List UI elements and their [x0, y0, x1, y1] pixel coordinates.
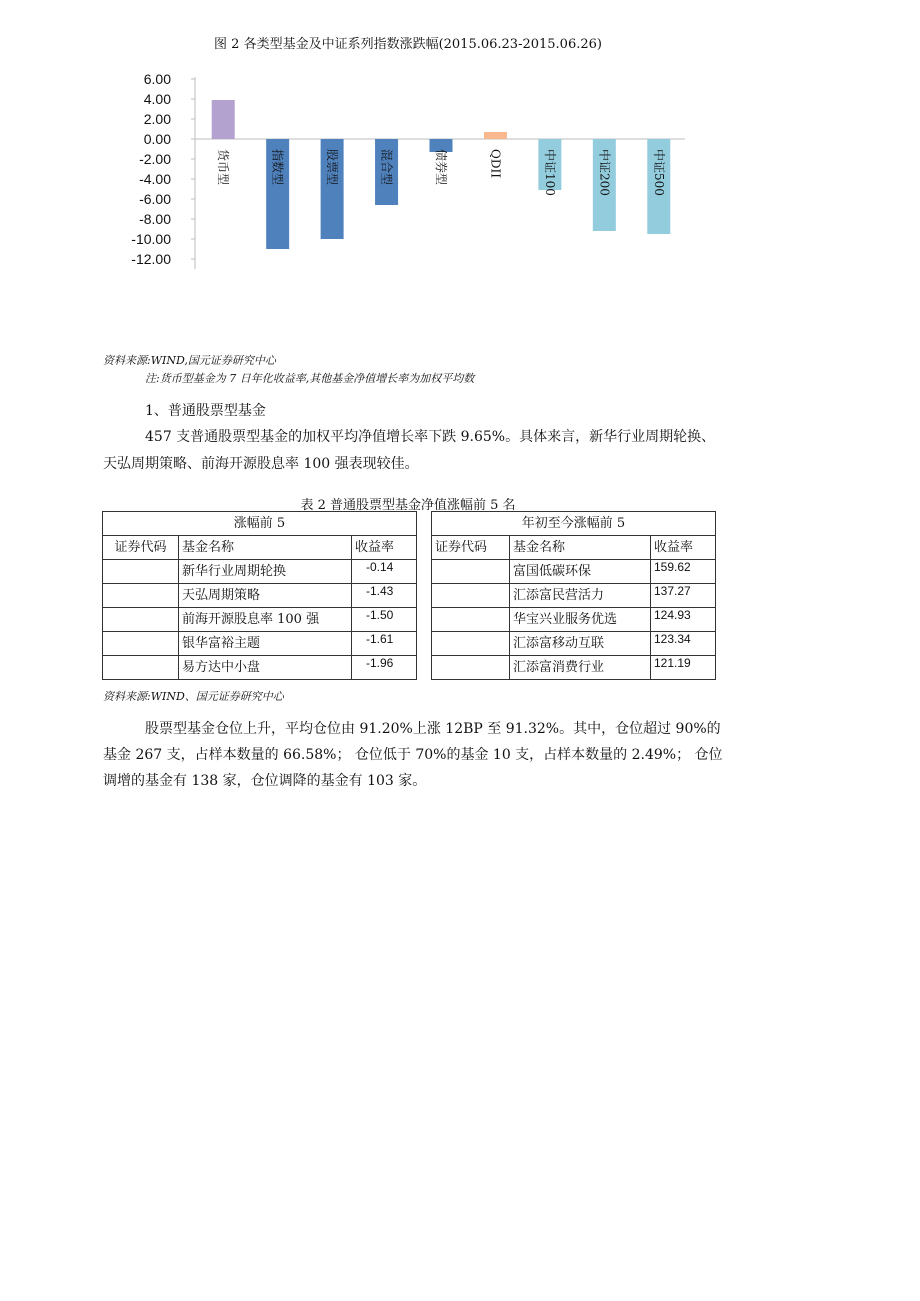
table-row	[432, 656, 716, 680]
fund-name-cell: 易方达中小盘	[179, 656, 352, 680]
x-category-label: 中证200	[597, 149, 612, 196]
security-code-cell	[432, 608, 510, 632]
column-header: 收益率	[352, 536, 417, 560]
table-row	[432, 560, 716, 584]
security-code-cell	[432, 656, 510, 680]
return-cell: 123.34	[651, 632, 716, 656]
return-cell: -0.14	[352, 560, 417, 584]
fund-name-cell: 银华富裕主题	[179, 632, 352, 656]
table-row	[432, 608, 716, 632]
security-code-cell	[103, 632, 179, 656]
footnote: 注:货币型基金为 7 日年化收益率,其他基金净值增长率为加权平均数	[145, 372, 475, 385]
return-cell: 137.27	[651, 584, 716, 608]
fund-name-cell: 前海开源股息率 100 强	[179, 608, 352, 632]
y-tick-label: 4.00	[143, 91, 171, 107]
return-cell: -1.61	[352, 632, 417, 656]
table-row	[103, 560, 417, 584]
fund-name-cell: 汇添富民营活力	[510, 584, 651, 608]
x-category-label: 指数型	[270, 149, 285, 186]
security-code-cell	[103, 608, 179, 632]
security-code-cell	[103, 584, 179, 608]
y-tick-label: 2.00	[143, 111, 171, 127]
fund-name-cell: 富国低碳环保	[510, 560, 651, 584]
column-header: 证券代码	[103, 536, 179, 560]
y-tick-label: 0.00	[143, 131, 171, 147]
table-row	[432, 632, 716, 656]
top-gainers-week-table	[102, 511, 417, 680]
paragraph-line: 股票型基金仓位上升，平均仓位由 91.20%上涨 12BP 至 91.32%。其中，仓位超过 90%的	[145, 721, 721, 737]
fund-name-cell: 华宝兴业服务优选	[510, 608, 651, 632]
column-header: 收益率	[651, 536, 716, 560]
x-category-label: 债券型	[434, 149, 448, 186]
table-row	[103, 608, 417, 632]
fund-name-cell: 天弘周期策略	[179, 584, 352, 608]
x-category-label: 中证500	[651, 149, 666, 196]
table-title: 表 2 普通股票型基金净值涨幅前 5 名	[300, 498, 516, 513]
return-cell: -1.96	[352, 656, 417, 680]
paragraph-line: 调增的基金有 138 家，仓位调降的基金有 103 家。	[103, 773, 427, 789]
y-tick-label: -10.00	[131, 231, 171, 247]
bar-chart	[0, 60, 720, 280]
table-group-header: 涨幅前 5	[103, 512, 417, 536]
top-gainers-ytd-table	[431, 511, 716, 680]
table-row	[103, 656, 417, 680]
fund-name-cell: 汇添富移动互联	[510, 632, 651, 656]
security-code-cell	[432, 632, 510, 656]
x-category-label: 货币型	[216, 149, 231, 186]
section-heading: 1、普通股票型基金	[145, 403, 266, 419]
paragraph-line: 天弘周期策略、前海开源股息率 100 强表现较佳。	[103, 456, 419, 472]
y-tick-label: -2.00	[139, 151, 171, 167]
y-tick-label: -8.00	[139, 211, 171, 227]
return-cell: 159.62	[651, 560, 716, 584]
return-cell: 124.93	[651, 608, 716, 632]
chart-title: 图 2 各类型基金及中证系列指数涨跌幅(2015.06.23-2015.06.26)	[214, 37, 602, 52]
source-note: 资料来源:WIND、国元证券研究中心	[103, 690, 284, 703]
y-tick-label: -6.00	[139, 191, 171, 207]
security-code-cell	[432, 584, 510, 608]
table-row	[103, 584, 417, 608]
paragraph-line: 基金 267 支，占样本数量的 66.58%； 仓位低于 70%的基金 10 支，占样本数量的 2.49%； 仓位	[103, 747, 723, 763]
column-header: 基金名称	[510, 536, 651, 560]
security-code-cell	[103, 560, 179, 584]
security-code-cell	[103, 656, 179, 680]
paragraph-line: 457 支普通股票型基金的加权平均净值增长率下跌 9.65%。具体来言，新华行业周期轮换、	[145, 429, 716, 445]
x-category-label: QDII	[488, 149, 503, 178]
return-cell: -1.43	[352, 584, 417, 608]
column-header: 基金名称	[179, 536, 352, 560]
security-code-cell	[432, 560, 510, 584]
bar	[212, 100, 235, 139]
x-category-label: 股票型	[325, 149, 340, 186]
y-tick-label: 6.00	[143, 71, 171, 87]
x-category-label: 中证100	[542, 149, 557, 196]
source-note: 资料来源:WIND,国元证券研究中心	[103, 354, 276, 367]
table-group-header: 年初至今涨幅前 5	[432, 512, 716, 536]
table-row	[103, 632, 417, 656]
y-tick-label: -4.00	[139, 171, 171, 187]
return-cell: -1.50	[352, 608, 417, 632]
fund-name-cell: 新华行业周期轮换	[179, 560, 352, 584]
fund-name-cell: 汇添富消费行业	[510, 656, 651, 680]
table-row	[432, 584, 716, 608]
x-category-label: 混合型	[379, 149, 394, 186]
return-cell: 121.19	[651, 656, 716, 680]
column-header: 证券代码	[432, 536, 510, 560]
bar	[484, 132, 507, 139]
y-tick-label: -12.00	[131, 251, 171, 267]
